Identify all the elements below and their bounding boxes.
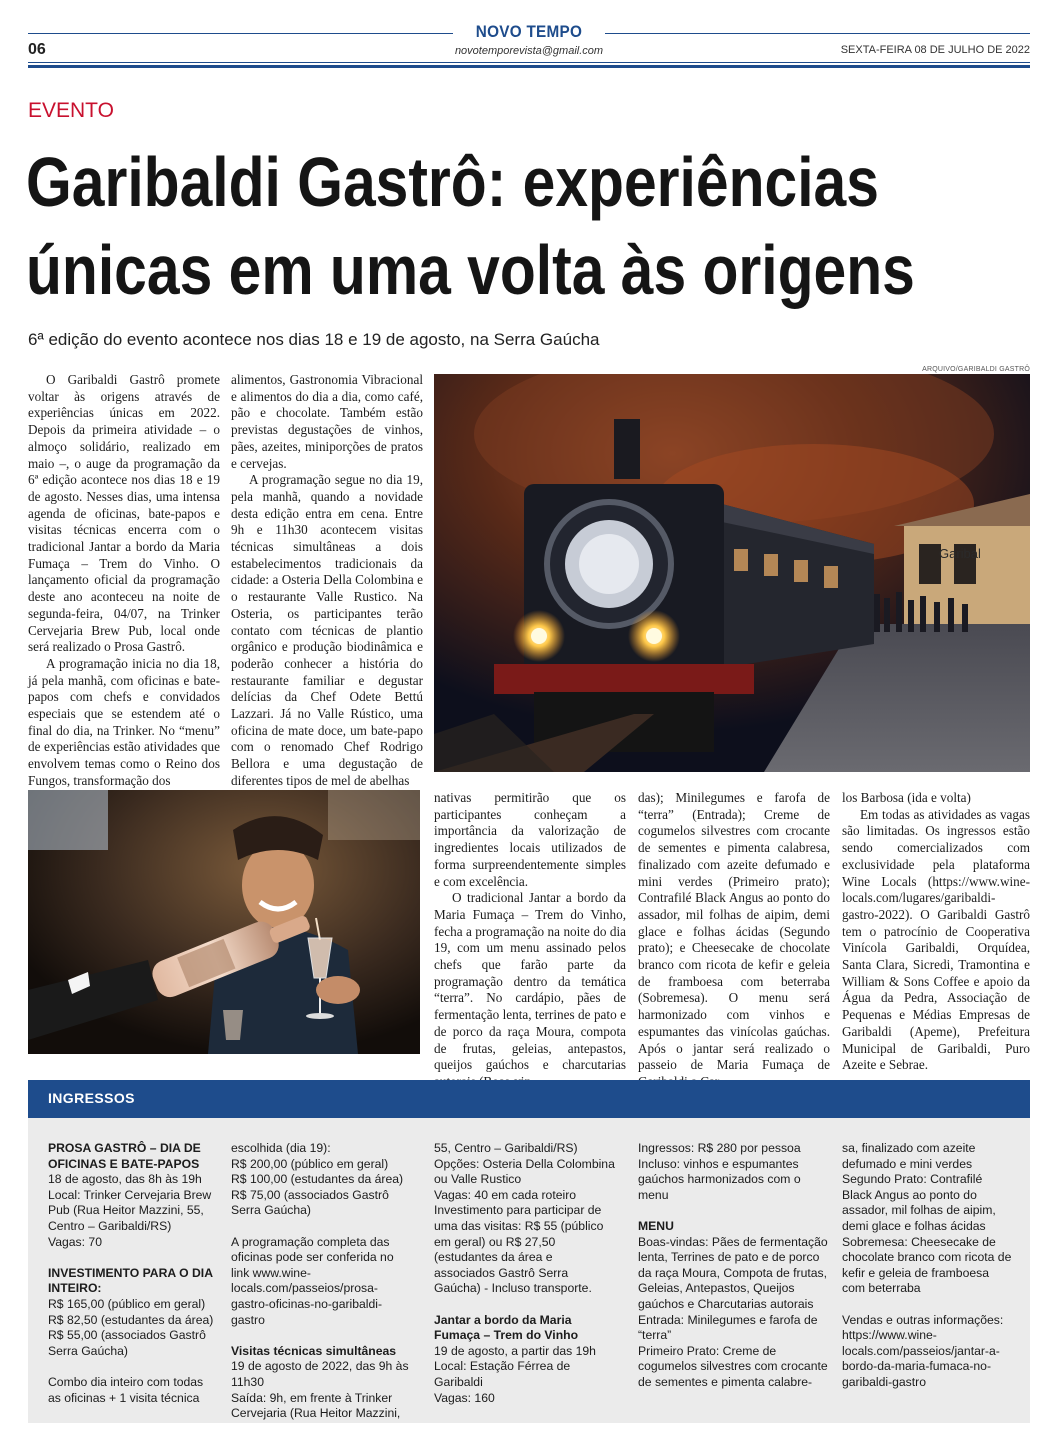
section-label: EVENTO bbox=[28, 99, 114, 122]
headline-line-1: Garibaldi Gastrô: experiências bbox=[26, 143, 879, 221]
ingressos-price: R$ 165,00 (público em geral) bbox=[48, 1296, 206, 1311]
ingressos-heading: MENU bbox=[638, 1218, 674, 1233]
ingressos-line: 19 de agosto, a partir das 19h bbox=[434, 1343, 596, 1358]
ingressos-header-bar bbox=[28, 1080, 1030, 1118]
ingressos-line: Vagas: 160 bbox=[434, 1390, 495, 1405]
subheadline: 6ª edição do evento acontece nos dias 18 e 19 de agosto, na Serra Gaúcha bbox=[28, 330, 600, 349]
ingressos-column-3 bbox=[434, 1141, 616, 1406]
ingressos-line: Vagas: 70 bbox=[48, 1234, 102, 1249]
ingressos-link[interactable]: Vendas e outras informações: https://www.wine-locals.com/passeios/jantar-a-bordo-da-maria-fumaca-no-garibaldi-gastro bbox=[842, 1312, 1004, 1389]
ingressos-column-1 bbox=[48, 1141, 218, 1406]
spacer bbox=[231, 1219, 411, 1235]
ingressos-line: Local: Estação Férrea de Garibaldi bbox=[434, 1359, 571, 1389]
article-column-5 bbox=[842, 790, 1030, 1074]
paragraph: A programação inicia no dia 18, já pela manhã, com oficinas e bate-papos com chefs e convidados especiais que se estendem até o final do dia, na Trinker. No “menu” de experiências estão atividades que envolvem temas como o Reino dos Fungos, transformação dos bbox=[28, 655, 220, 788]
train-photo bbox=[434, 374, 1030, 772]
masthead-divider-thin bbox=[28, 62, 1030, 63]
ingressos-line: Combo dia inteiro com todas as oficinas + 1 visita técnica bbox=[48, 1374, 204, 1405]
masthead-rule-left bbox=[28, 33, 453, 34]
spacer bbox=[638, 1203, 830, 1219]
paragraph: A programação segue no dia 19, pela manhã, quando a novidade desta edição entra em cena. Entre 9h e 11h30 acontecem visitas técnicas simultâneas a dois estabelecimentos tradicionais da cidade: a Osteria Della Colombina e o restaurante Valle Rustico. Na Osteria, os participantes terão contato com técnicas de plantio orgânico e produção biodinâmica e poderão conhecer a história do restaurante familiar e degustar delícias da Chef Odete Bettú Lazzari. Já no Valle Rústico, uma oficina de mate doce, um bate-papo com o renomado Chef Rodrigo Bellora e uma degustação de diferentes tipos de mel de abelhas bbox=[231, 472, 423, 788]
ingressos-line: Investimento para participar de uma das visitas: R$ 55 (público em geral) ou R$ 27,50 (estudantes da área e associados Gastrô Serra Gaúcha) - Incluso transporte. bbox=[434, 1203, 604, 1296]
ingressos-price: R$ 55,00 (associados Gastrô Serra Gaúcha) bbox=[48, 1328, 206, 1358]
ingressos-column-2 bbox=[231, 1141, 411, 1422]
champagne-toast-photo bbox=[28, 790, 420, 1054]
menu-item: Entrada: Minilegumes e farofa de “terra” bbox=[638, 1312, 818, 1343]
masthead-email[interactable]: novotemporevista@gmail.com bbox=[454, 45, 604, 57]
paragraph: nativas permitirão que os participantes conheçam a importância da valorização de ingredientes locais utilizados de forma surpreendentemente simples e com excelência. bbox=[434, 790, 626, 889]
masthead-title: NOVO TEMPO bbox=[475, 22, 583, 41]
menu-item: Boas-vindas: Pães de fermentação lenta, Terrines de pato e de porco da raça Moura, Compota de frutas, Geleias, Antepastos, Queijos gaúchos e Charcutarias autorais bbox=[638, 1234, 828, 1311]
ingressos-line: Opções: Osteria Della Colombina ou Valle Rustico bbox=[434, 1156, 615, 1187]
article-column-3 bbox=[434, 790, 626, 1091]
spacer bbox=[48, 1250, 218, 1266]
page-number: 06 bbox=[28, 41, 46, 58]
ingressos-heading: PROSA GASTRÔ – DIA DE OFICINAS E BATE-PAPOS bbox=[48, 1141, 201, 1171]
paragraph: O tradicional Jantar a bordo da Maria Fumaça – Trem do Vinho, fecha a programação na noite do dia 19, com um menu assinado pelos chefs que farão parte da programação dentro da temática “terra”. No cardápio, pães de fermentação lenta, terrines de pato e de porco da raça Moura, compota de frutas, geleias, antepastos, queijos gaúchos e charcutarias bbox=[434, 890, 626, 1073]
ingressos-price: R$ 200,00 (público em geral) bbox=[231, 1156, 389, 1171]
ingressos-line: 19 de agosto de 2022, das 9h às 11h30 bbox=[231, 1359, 409, 1389]
ingressos-line: 55, Centro – Garibaldi/RS) bbox=[434, 1141, 578, 1155]
spacer bbox=[231, 1328, 411, 1344]
spacer bbox=[48, 1359, 218, 1375]
menu-item: Segundo Prato: Contrafilé Black Angus ao ponto do assador, mil folhas de aipim, demi glace e folhas ácidas bbox=[842, 1172, 996, 1233]
ingressos-line: Vagas: 40 em cada roteiro bbox=[434, 1187, 577, 1202]
paragraph: alimentos, Gastronomia Vibracional e alimentos do dia a dia, como café, pão e chocolate. Também estão previstas degustações de vinhos, pães, azeites, miniporções de pratos e cervejas. bbox=[231, 372, 423, 471]
article-column-2 bbox=[231, 372, 423, 790]
ingressos-heading: INVESTIMENTO PARA O DIA INTEIRO: bbox=[48, 1265, 213, 1296]
issue-date: SEXTA-FEIRA 08 DE JULHO DE 2022 bbox=[840, 44, 1030, 56]
article-column-1 bbox=[28, 372, 220, 790]
masthead-rule-right bbox=[605, 33, 1030, 34]
ingressos-line: Ingressos: R$ 280 por pessoa bbox=[638, 1141, 801, 1155]
ingressos-heading: Visitas técnicas simultâneas bbox=[231, 1343, 397, 1358]
ingressos-title: INGRESSOS bbox=[48, 1090, 135, 1106]
ingressos-line: Saída: 9h, em frente à Trinker Cervejaria (Rua Heitor Mazzini, bbox=[231, 1390, 401, 1421]
paragraph: O Garibaldi Gastrô promete voltar às origens através de experiências únicas em 2022. Depois da primeira atividade – o almoço solidário, realizado em maio –, o auge da programação da 6ª edição acontece nos dias 18 e 19 de agosto. Nesses dias, uma intensa agenda de oficinas, bate-papos e visitas técnicas encerra com o tradicional Jantar a bordo da Maria Fumaça – Trem do Vinho. O lançamento oficial da programação deste ano aconteceu na noite de segunda-feira, 04/07, na Trinker Cervejaria Brew Pub, local onde será realizado o Prosa Gastrô. bbox=[28, 372, 220, 655]
spacer bbox=[434, 1297, 616, 1313]
menu-item: Sobremesa: Cheesecake de chocolate branco com ricota de kefir e geleia de framboesa com beterraba bbox=[842, 1234, 1012, 1296]
ingressos-line: 18 de agosto, das 8h às 19h bbox=[48, 1172, 202, 1187]
champagne-toast-illustration bbox=[28, 790, 420, 1054]
menu-item: Primeiro Prato: Creme de cogumelos silvestres com crocante de sementes e pimenta calabre- bbox=[638, 1343, 828, 1389]
ingressos-heading: Jantar a bordo da Maria Fumaça – Trem do Vinho bbox=[434, 1312, 579, 1343]
headline-line-2: únicas em uma volta às origens bbox=[26, 231, 915, 309]
ingressos-link[interactable]: A programação completa das oficinas pode ser conferida no link www.wine-locals.com/passeios/prosa-gastro-oficinas-no-garibaldi-gastro bbox=[231, 1234, 394, 1327]
ingressos-line: Local: Trinker Cervejaria Brew Pub (Rua Heitor Mazzini, 55, Centro – Garibaldi/RS) bbox=[48, 1187, 212, 1233]
ingressos-line: Incluso: vinhos e espumantes gaúchos harmonizados com o menu bbox=[638, 1156, 801, 1202]
spacer bbox=[842, 1297, 1012, 1313]
article-column-4 bbox=[638, 790, 830, 1091]
headline bbox=[26, 138, 915, 314]
ingressos-column-5 bbox=[842, 1141, 1012, 1391]
ingressos-line: escolhida (dia 19): bbox=[231, 1141, 331, 1155]
menu-item: sa, finalizado com azeite defumado e mini verdes bbox=[842, 1141, 976, 1171]
masthead-divider-thick bbox=[28, 65, 1030, 68]
ingressos-price: R$ 100,00 (estudantes da área) bbox=[231, 1172, 404, 1187]
photo-credit: ARQUIVO/GARIBALDI GASTRÔ bbox=[922, 366, 1030, 373]
ingressos-price: R$ 75,00 (associados Gastrô Serra Gaúcha) bbox=[231, 1187, 389, 1218]
ingressos-price: R$ 82,50 (estudantes da área) bbox=[48, 1312, 214, 1327]
paragraph: los Barbosa (ida e volta) bbox=[842, 790, 971, 805]
paragraph: das); Minilegumes e farofa de “terra” (Entrada); Creme de cogumelos silvestres com crocante de sementes e pimenta calabresa, finalizado com azeite defumado e mini verdes (Primeiro prato); Contrafilé Black Angus ao ponto do assador, mil folhas de aipim, demi glace e folhas ácidas (Segundo prato); e Cheesecake de chocolate branco com ricota de kefir e geleia de framboesa com beterraba (Sobremesa). O menu será harmonizado com vinhos e espumantes das vinícolas gaúchas. Após o jantar será realizado o passeio de Maria Fumaça de bbox=[638, 790, 830, 1073]
train-photo-illustration bbox=[434, 374, 1030, 772]
paragraph: Em todas as atividades as vagas são limitadas. Os ingressos estão sendo comercializados com exclusividade pela plataforma Wine Locals (https://www.wine-locals.com/lugares/garibaldi-gastro-2022). O Garibaldi Gastrô tem o patrocínio de Cooperativa Vinícola Garibaldi, Orquídea, Santa Clara, Sicredi, Tramontina e William & Sons Coffee e apoio da Água da Pedra, Associação de Pequenas e Médias Empresas de Garibaldi (Apeme), Prefeitura Municipal de Garibaldi, Puro Azeite e Sebrae. bbox=[842, 806, 1030, 1073]
station-sign: Garibal bbox=[939, 546, 981, 561]
ingressos-column-4 bbox=[638, 1141, 830, 1391]
